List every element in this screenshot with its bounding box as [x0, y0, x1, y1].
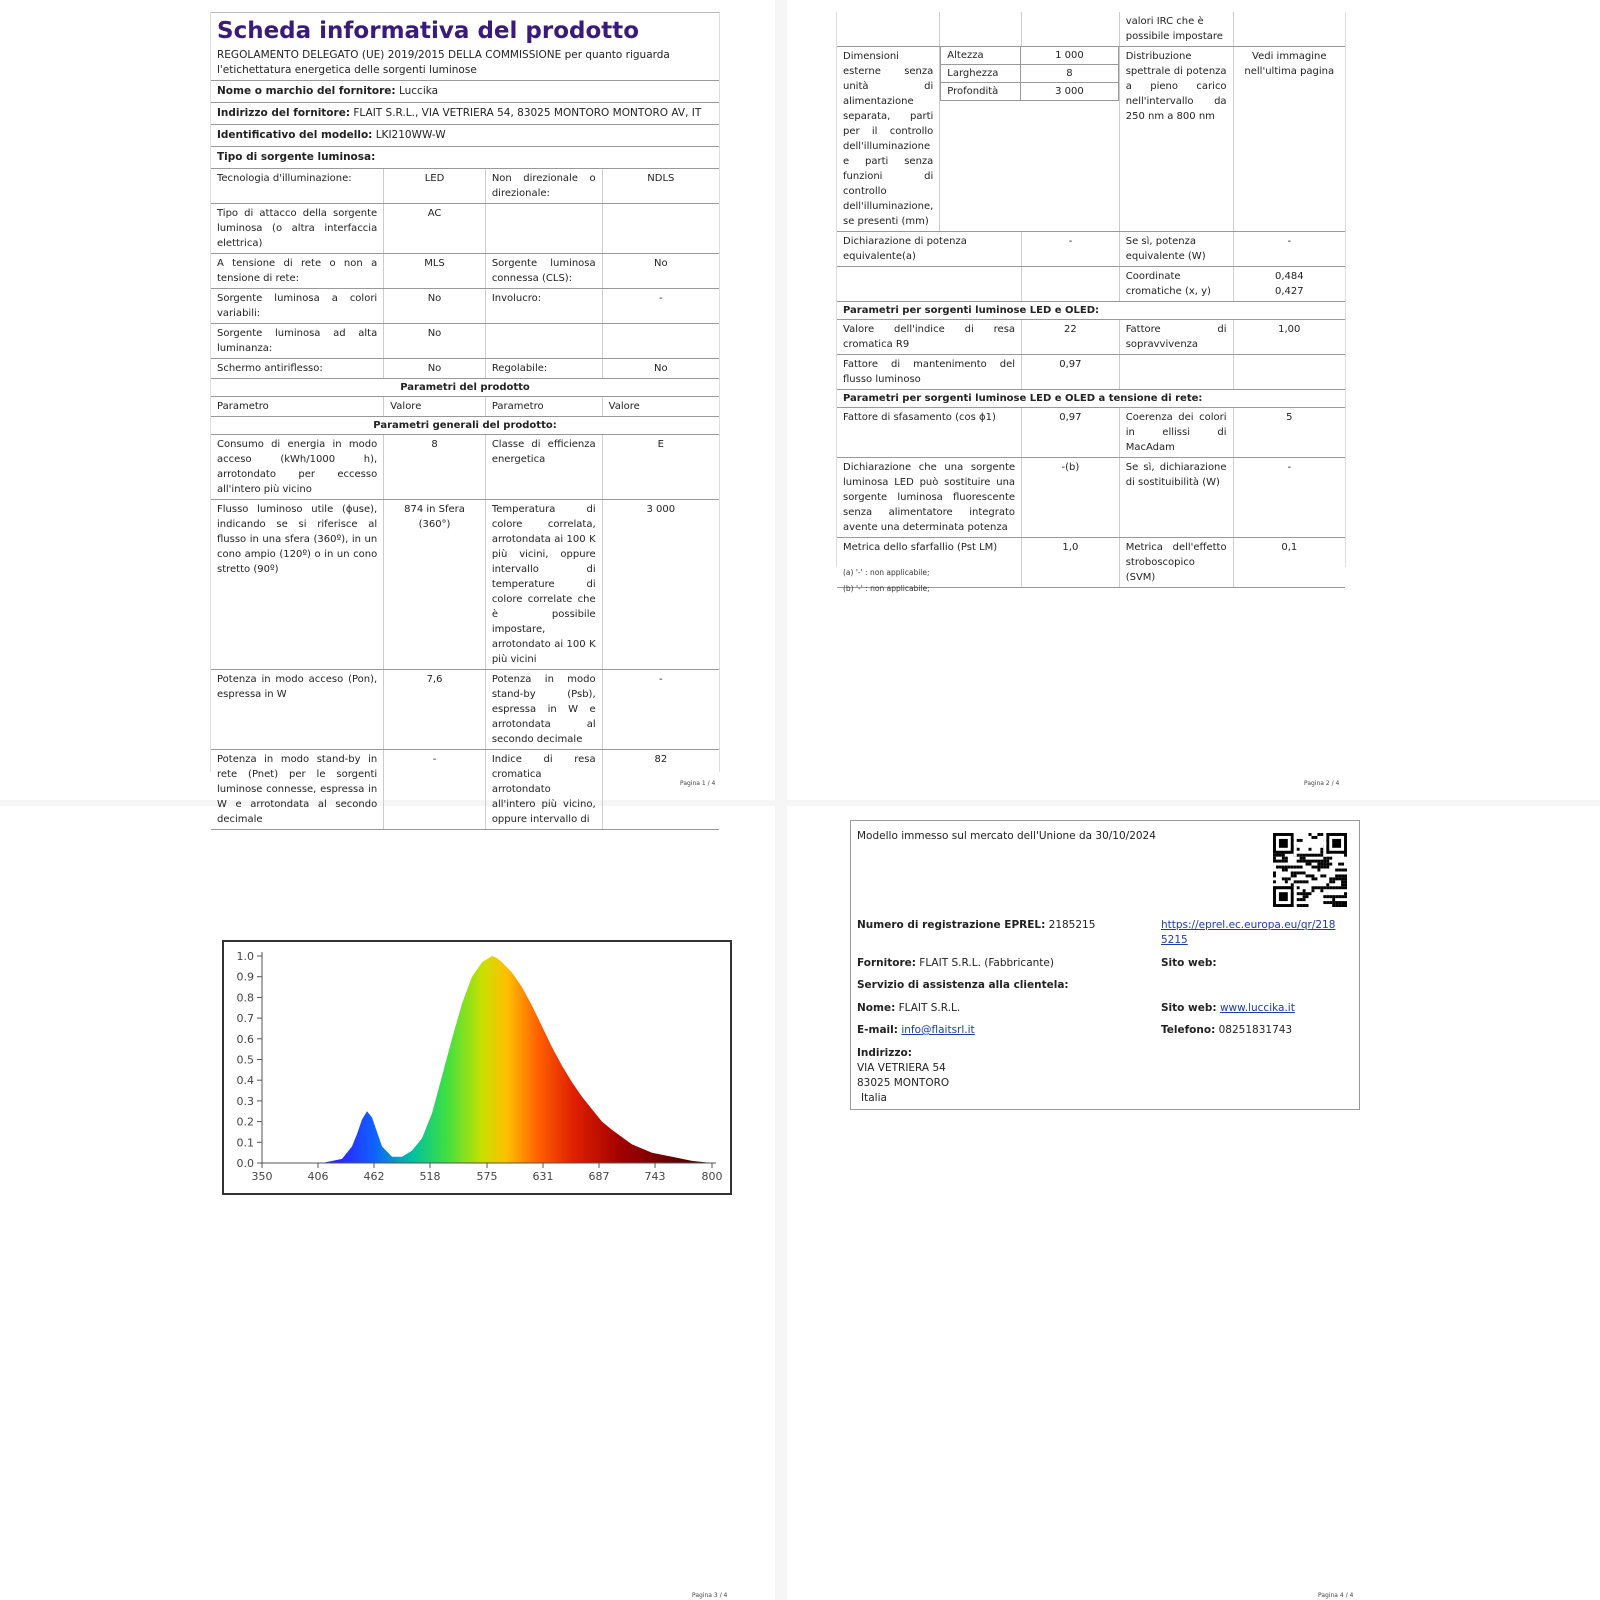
table-cell: No	[384, 289, 486, 324]
table-row	[211, 359, 719, 379]
header-cell: Parametro	[485, 397, 602, 417]
y-tick-label: 0.6	[236, 1032, 254, 1046]
phone-label: Telefono:	[1161, 1024, 1216, 1036]
x-tick-label: 350	[251, 1170, 273, 1183]
table-cell: valori IRC che è possibile impostare	[1119, 12, 1233, 47]
table-cell: LED	[384, 169, 486, 204]
table-row	[211, 435, 719, 500]
table-cell: Consumo di energia in modo acceso (kWh/1000 h), arrotondato per eccesso all'intero più vicino	[211, 435, 384, 500]
type-row	[211, 147, 719, 169]
phone-value: 08251831743	[1218, 1024, 1293, 1036]
table-cell: Sorgente luminosa a colori variabili:	[211, 289, 384, 324]
page-number: Pagina 1 / 4	[680, 780, 716, 787]
table-cell: -	[1233, 458, 1345, 538]
dimension-row	[941, 83, 1118, 101]
table-row	[837, 355, 1345, 390]
table-cell: -(b)	[1022, 458, 1120, 538]
table-cell: No	[602, 359, 719, 379]
table-cell	[602, 204, 719, 254]
customer-service-label: Servizio di assistenza alla clientela:	[857, 979, 1069, 991]
qr-code-icon[interactable]	[1273, 833, 1347, 907]
section-mains: Parametri per sorgenti luminose LED e OLED a tensione di rete:	[837, 390, 1345, 408]
table-cell: No	[602, 254, 719, 289]
distribution-label: Distribuzione spettrale di potenza a pieno carico nell'intervallo da 250 nm a 800 nm	[1119, 47, 1233, 232]
eprel-label: Numero di registrazione EPREL:	[857, 919, 1046, 931]
table-cell	[1233, 355, 1345, 390]
table-cell: AC	[384, 204, 486, 254]
type-label: Tipo di sorgente luminosa:	[217, 151, 376, 163]
supplier-row	[211, 81, 719, 103]
header-cell: Valore	[384, 397, 486, 417]
website-label: Sito web:	[1161, 957, 1217, 969]
table-cell: Fattore di mantenimento del flusso luminoso	[837, 355, 1022, 390]
document-title: Scheda informativa del prodotto	[211, 12, 719, 48]
email-label: E-mail:	[857, 1024, 898, 1036]
table-row	[211, 750, 719, 830]
table-cell: Tipo di attacco della sorgente luminosa (o altra interfaccia elettrica)	[211, 204, 384, 254]
table-cell: No	[384, 359, 486, 379]
table-cell: Dichiarazione di potenza equivalente(a)	[837, 232, 1022, 267]
dimension-row	[941, 65, 1118, 83]
table-cell: Temperatura di colore correlata, arrotondata ai 100 K più vicini, oppure intervallo di temperature di colore correlate che è possibile impostare, arrotondato ai 100 K più vicini	[485, 500, 602, 670]
table-cell: Potenza in modo acceso (Pon), espressa in W	[211, 670, 384, 750]
table-cell: Flusso luminoso utile (ϕuse), indicando se si riferisce al flusso in una sfera (360º), in un cono ampio (120º) o in un cono stretto (90º)	[211, 500, 384, 670]
x-tick-label: 631	[532, 1170, 554, 1183]
address-line: 83025 MONTORO	[857, 1077, 950, 1089]
header-cell: Parametro	[211, 397, 384, 417]
address-label: Indirizzo:	[857, 1047, 912, 1059]
table-source-type	[211, 169, 719, 830]
table-cell: Se sì, dichiarazione di sostituibilità (W)	[1119, 458, 1233, 538]
distribution-value: Vedi immagine nell'ultima pagina	[1233, 47, 1345, 232]
table-cell: 7,6	[384, 670, 486, 750]
table-cell: Potenza in modo stand-by (Psb), espressa in W e arrotondata al secondo decimale	[485, 670, 602, 750]
eprel-link[interactable]: https://eprel.ec.europa.eu/qr/2185215	[1161, 919, 1336, 946]
page-number: Pagina 2 / 4	[1304, 780, 1340, 787]
table-row	[837, 538, 1345, 588]
table-row	[837, 320, 1345, 355]
y-tick-label: 0.5	[236, 1053, 254, 1067]
table-cell: 0,97	[1022, 355, 1120, 390]
footnote-a: (a) '-' : non applicabile;	[843, 568, 930, 577]
table-cell: 0,484 0,427	[1233, 267, 1345, 302]
model-value: LKI210WW-W	[375, 129, 446, 141]
table-cell	[602, 324, 719, 359]
table-cell: Classe di efficienza energetica	[485, 435, 602, 500]
y-tick-label: 1.0	[236, 950, 254, 963]
table-row	[211, 289, 719, 324]
regulation-text: REGOLAMENTO DELEGATO (UE) 2019/2015 DELLA COMMISSIONE per quanto riguarda l'etichettatura energetica delle sorgenti luminose	[211, 48, 719, 81]
table-cell: -	[384, 750, 486, 830]
x-tick-label: 743	[644, 1170, 666, 1183]
table-cell: 82	[602, 750, 719, 830]
y-tick-label: 0.2	[236, 1115, 254, 1129]
supplier-label: Fornitore:	[857, 957, 916, 969]
table-cell: No	[384, 324, 486, 359]
table-row	[837, 12, 1345, 47]
address-line: VIA VETRIERA 54	[857, 1062, 946, 1074]
table-cell: Se sì, potenza equivalente (W)	[1119, 232, 1233, 267]
address-label: Indirizzo del fornitore:	[217, 107, 351, 119]
table-row	[211, 670, 719, 750]
x-tick-label: 800	[701, 1170, 723, 1183]
eprel-value: 2185215	[1048, 919, 1096, 931]
table-cell: -	[1022, 232, 1120, 267]
table-row	[837, 408, 1345, 458]
page-number: Pagina 3 / 4	[692, 1592, 728, 1599]
y-tick-label: 0.9	[236, 970, 254, 984]
table-cell: Regolabile:	[485, 359, 602, 379]
website-link[interactable]: www.luccika.it	[1219, 1002, 1295, 1014]
website2-label: Sito web:	[1161, 1002, 1217, 1014]
page-4	[850, 820, 1360, 1110]
y-tick-label: 0.8	[236, 991, 254, 1005]
table-cell: -	[602, 670, 719, 750]
table-cell	[485, 204, 602, 254]
y-tick-label: 0.7	[236, 1012, 254, 1026]
table-cell: Indice di resa cromatica arrotondato all'intero più vicino, oppure intervallo di	[485, 750, 602, 830]
x-tick-label: 462	[363, 1170, 385, 1183]
model-label: Identificativo del modello:	[217, 129, 373, 141]
footnote-b: (b) '-' : non applicabile;	[843, 584, 930, 593]
table-cell: 8	[384, 435, 486, 500]
table-row	[211, 169, 719, 204]
table-cell: 22	[1022, 320, 1120, 355]
y-tick-label: 0.1	[236, 1136, 254, 1150]
table-row	[837, 232, 1345, 267]
table-cell: Valore dell'indice di resa cromatica R9	[837, 320, 1022, 355]
table-cell: NDLS	[602, 169, 719, 204]
x-tick-label: 406	[307, 1170, 329, 1183]
table-row	[837, 458, 1345, 538]
dimension-label: Larghezza	[941, 65, 1021, 83]
supplier-value: Luccika	[398, 85, 439, 97]
table-page2	[837, 12, 1345, 588]
address-row	[211, 103, 719, 125]
table-cell: -	[602, 289, 719, 324]
table-row	[211, 324, 719, 359]
table-cell: Tecnologia d'illuminazione:	[211, 169, 384, 204]
table-cell: Fattore di sfasamento (cos ϕ1)	[837, 408, 1022, 458]
table-cell: Non direzionale o direzionale:	[485, 169, 602, 204]
x-tick-label: 518	[419, 1170, 441, 1183]
x-tick-label: 575	[476, 1170, 498, 1183]
table-cell: Sorgente luminosa connessa (CLS):	[485, 254, 602, 289]
table-cell: 1,00	[1233, 320, 1345, 355]
table-cell: Fattore di sopravvivenza	[1119, 320, 1233, 355]
dimensions-table	[940, 47, 1118, 101]
y-tick-label: 0.3	[236, 1094, 254, 1108]
page-number: Pagina 4 / 4	[1318, 1592, 1354, 1599]
table-cell: E	[602, 435, 719, 500]
dimension-label: Profondità	[941, 83, 1021, 101]
section-product-params: Parametri del prodotto	[211, 379, 719, 397]
table-cell: 0,1	[1233, 538, 1345, 588]
table-row	[837, 47, 1345, 232]
table-cell: Involucro:	[485, 289, 602, 324]
table-cell: Metrica dello sfarfallio (Pst LM)	[837, 538, 1022, 588]
table-header-row	[211, 397, 719, 417]
table-cell: MLS	[384, 254, 486, 289]
table-cell: 0,97	[1022, 408, 1120, 458]
y-tick-label: 0.0	[236, 1157, 254, 1170]
address-line: Italia	[861, 1092, 887, 1104]
table-cell: Schermo antiriflesso:	[211, 359, 384, 379]
header-cell: Valore	[602, 397, 719, 417]
table-cell: 5	[1233, 408, 1345, 458]
table-cell: Coordinate cromatiche (x, y)	[1119, 267, 1233, 302]
table-cell: Metrica dell'effetto stroboscopico (SVM)	[1119, 538, 1233, 588]
table-row	[211, 500, 719, 670]
dimension-value: 3 000	[1021, 83, 1119, 101]
address-value: FLAIT S.R.L., VIA VETRIERA 54, 83025 MONTORO MONTORO AV, IT	[353, 107, 702, 119]
dimensions-label: Dimensioni esterne senza unità di alimentazione separata, parti per il controllo dell'illuminazione e parti senza funzioni di controllo dell'illuminazione, se presenti (mm)	[837, 47, 940, 232]
spectrum-chart	[222, 940, 732, 1195]
dimension-value: 8	[1021, 65, 1119, 83]
table-cell: Dichiarazione che una sorgente luminosa LED può sostituire una sorgente luminosa fluorescente senza alimentatore integrato avente una determinata potenza	[837, 458, 1022, 538]
model-row	[211, 125, 719, 147]
table-row	[211, 204, 719, 254]
dimension-label: Altezza	[941, 47, 1021, 65]
table-row	[837, 267, 1345, 302]
supplier-value: FLAIT S.R.L. (Fabbricante)	[919, 957, 1054, 969]
market-date: Modello immesso sul mercato dell'Unione da 30/10/2024	[857, 830, 1156, 842]
supplier-label: Nome o marchio del fornitore:	[217, 85, 396, 97]
table-row	[211, 254, 719, 289]
spectrum-chart-svg	[224, 942, 730, 1193]
table-cell	[1119, 355, 1233, 390]
email-link[interactable]: info@flaitsrl.it	[901, 1024, 975, 1036]
table-cell: Sorgente luminosa ad alta luminanza:	[211, 324, 384, 359]
table-cell: 1,0	[1022, 538, 1120, 588]
y-tick-label: 0.4	[236, 1074, 254, 1088]
table-cell	[485, 324, 602, 359]
section-led: Parametri per sorgenti luminose LED e OLED:	[837, 302, 1345, 320]
table-cell: 3 000	[602, 500, 719, 670]
dimension-value: 1 000	[1021, 47, 1119, 65]
section-general-params: Parametri generali del prodotto:	[211, 417, 719, 435]
dimension-row	[941, 47, 1118, 65]
name-label: Nome:	[857, 1002, 896, 1014]
table-cell: Coerenza dei colori in ellissi di MacAdam	[1119, 408, 1233, 458]
table-cell: -	[1233, 232, 1345, 267]
table-cell: Potenza in modo stand-by in rete (Pnet) per le sorgenti luminose connesse, espressa in W e arrotondata al secondo decimale	[211, 750, 384, 830]
name-value: FLAIT S.R.L.	[898, 1002, 961, 1014]
spectrum-area	[262, 956, 712, 1163]
table-cell: A tensione di rete o non a tensione di rete:	[211, 254, 384, 289]
table-cell: 874 in Sfera (360°)	[384, 500, 486, 670]
x-tick-label: 687	[588, 1170, 610, 1183]
